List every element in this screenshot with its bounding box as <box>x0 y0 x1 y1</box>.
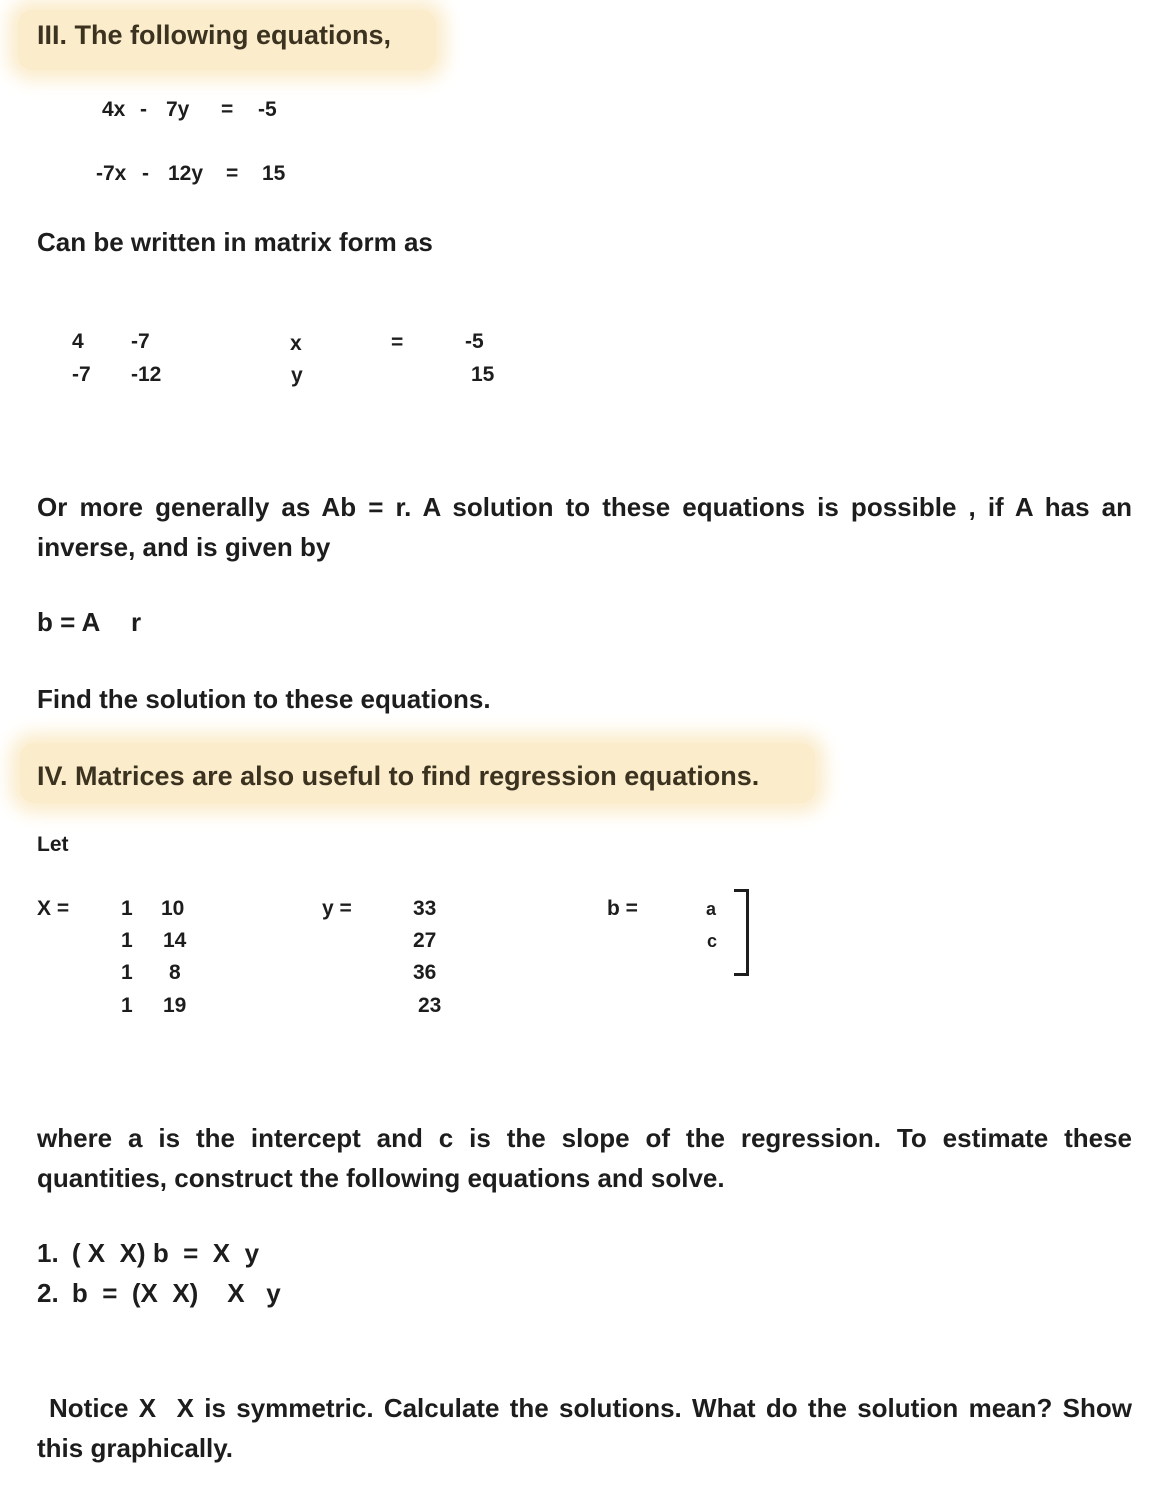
x-matrix-cell: 8 <box>169 961 181 984</box>
section-3-heading: III. The following equations, <box>37 20 391 50</box>
notice-text: Notice X X is symmetric. Calculate the solutions. What do the solution mean? Show this graphically. <box>37 1393 1140 1463</box>
x-matrix-cell: 14 <box>163 929 187 952</box>
x-matrix-cell: 10 <box>161 897 185 920</box>
eq2-operator: - <box>142 162 149 185</box>
vector-var: x <box>290 332 302 355</box>
section-4-heading: IV. Matrices are also useful to find regression equations. <box>37 761 760 791</box>
step-item <box>37 1278 281 1309</box>
y-vector-value: 27 <box>413 929 437 952</box>
x-matrix-cell: 19 <box>163 994 187 1017</box>
matrix-a-cell: 4 <box>72 330 84 353</box>
step-item <box>37 1238 259 1269</box>
eq1-result: -5 <box>258 98 277 121</box>
matrix-equals: = <box>391 331 404 354</box>
step-number: 1. <box>37 1238 59 1268</box>
section-3-task: Find the solution to these equations. <box>37 684 491 714</box>
b-vector-value: c <box>707 931 718 951</box>
b-vector-label: b = <box>607 897 638 920</box>
matrix-a-cell: -12 <box>131 363 162 386</box>
x-matrix-cell: 1 <box>121 961 133 984</box>
eq2-term-b: 12y <box>168 162 204 185</box>
vector-var: y <box>291 364 303 387</box>
vector-r-value: -5 <box>465 330 484 353</box>
vector-r-value: 15 <box>471 363 495 386</box>
solution-formula-lhs: b = A <box>37 607 101 637</box>
matrix-a-cell: -7 <box>72 363 91 386</box>
y-vector-label: y = <box>322 897 352 920</box>
general-form-text: Or more generally as Ab = r. A solution to these equations is possible , if A has an inverse, and is given by <box>37 492 1132 562</box>
b-vector-value: a <box>706 899 717 919</box>
x-matrix-cell: 1 <box>121 897 133 920</box>
x-matrix-cell: 1 <box>121 994 133 1017</box>
solution-formula-rhs: r <box>131 607 142 637</box>
let-label: Let <box>37 833 69 856</box>
x-matrix-label: X = <box>37 897 70 920</box>
eq2-equals: = <box>226 162 239 185</box>
eq2-term-a: -7x <box>96 162 127 185</box>
matrix-intro: Can be written in matrix form as <box>37 227 433 257</box>
step-number: 2. <box>37 1278 59 1308</box>
b-vector-bracket <box>734 889 749 976</box>
eq1-equals: = <box>221 98 234 121</box>
step-text: b = (X X) X y <box>71 1278 281 1308</box>
eq1-term-b: 7y <box>166 98 190 121</box>
x-matrix-cell: 1 <box>121 929 133 952</box>
step-text: ( X X) b = X y <box>71 1238 260 1268</box>
eq1-term-a: 4x <box>102 98 126 121</box>
y-vector-value: 33 <box>413 897 437 920</box>
eq1-operator: - <box>140 98 147 121</box>
matrix-a-cell: -7 <box>131 330 150 353</box>
eq2-result: 15 <box>262 162 286 185</box>
y-vector-value: 23 <box>418 994 442 1017</box>
y-vector-value: 36 <box>413 961 437 984</box>
regression-explanation: where a is the intercept and c is the slope of the regression. To estimate these quantities, construct the following equations and solve. <box>37 1123 1132 1193</box>
